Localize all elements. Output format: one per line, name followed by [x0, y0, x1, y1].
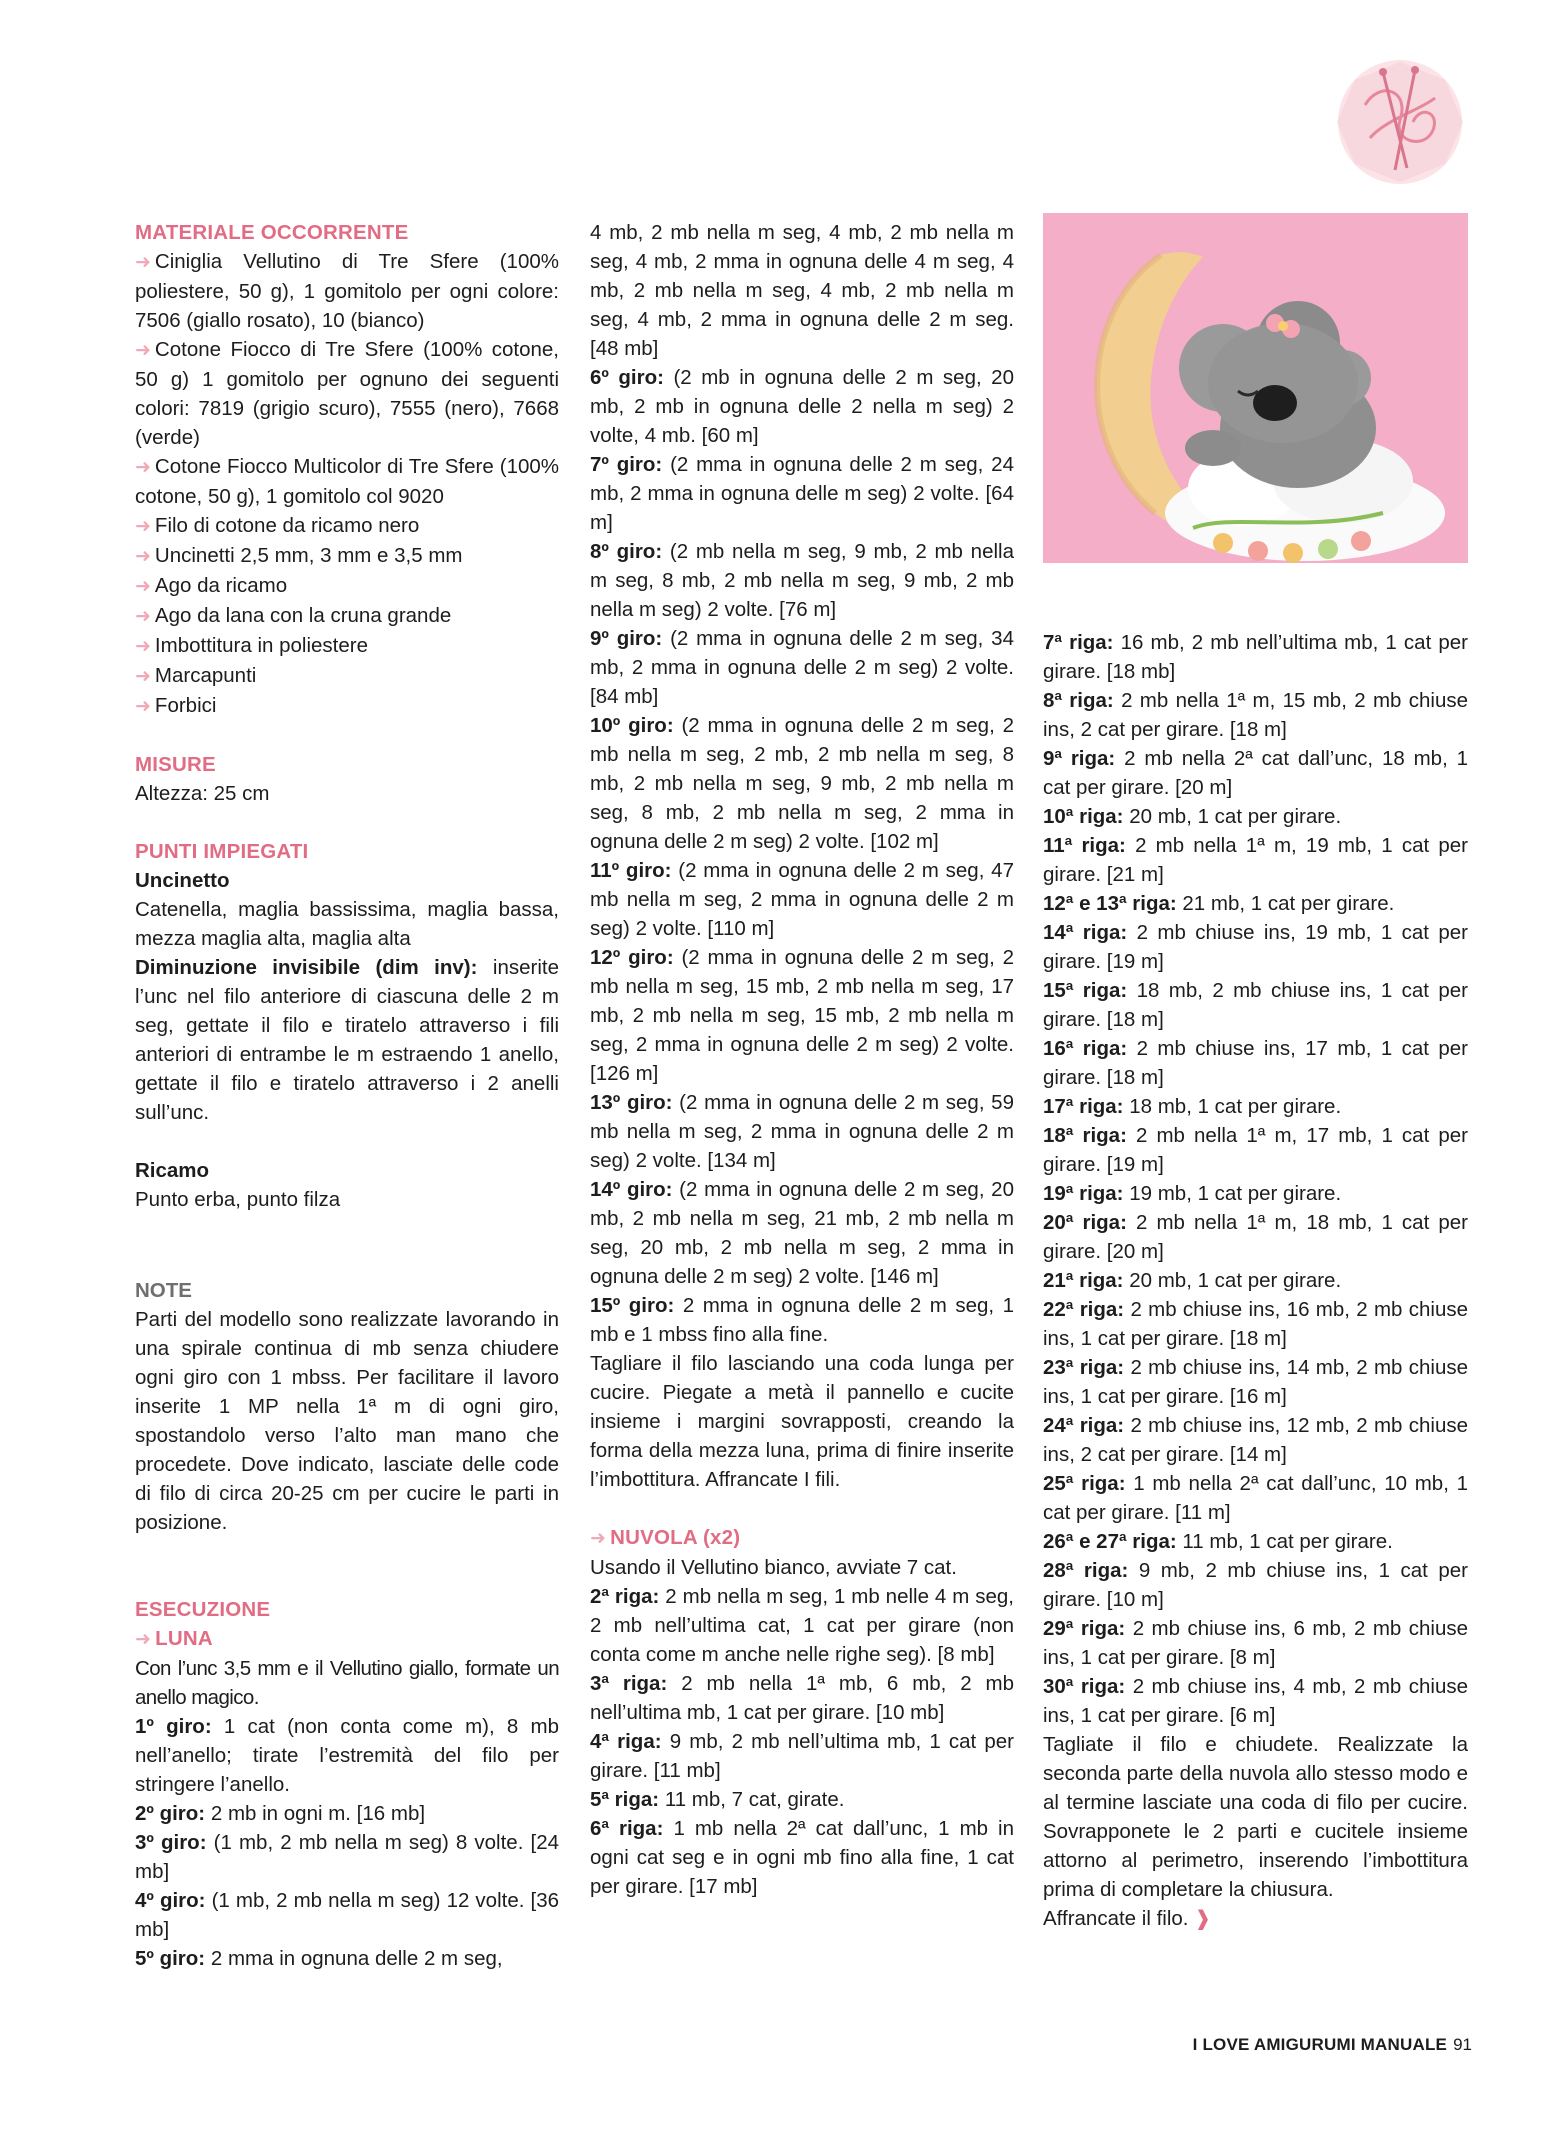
round-label: 12º giro:	[590, 946, 674, 969]
arrow-icon: ➜	[135, 457, 151, 478]
arrow-icon: ➜	[135, 546, 151, 567]
row-instruction	[590, 1582, 1014, 1669]
row-label: 11ª riga:	[1043, 834, 1126, 857]
row-text: 20 mb, 1 cat per girare.	[1129, 1269, 1342, 1292]
round-instruction	[590, 1291, 1014, 1349]
row-text: 1 mb nella 2ª cat dall’unc, 1 mb in ogni cat seg e in ogni mb fino alla fine, 1 cat per girare. [17 mb]	[590, 1817, 1015, 1898]
row-text: 2 mb nella 1ª m, 17 mb, 1 cat per girare. [19 m]	[1043, 1124, 1468, 1176]
row-label: 7ª riga:	[1043, 631, 1114, 654]
material-item: ➜ Uncinetti 2,5 mm, 3 mm e 3,5 mm	[135, 544, 463, 567]
row-label: 28ª riga:	[1043, 1559, 1129, 1582]
row-instruction	[1043, 1411, 1468, 1469]
punti-heading: PUNTI IMPIEGATI	[135, 840, 309, 863]
row-text: 20 mb, 1 cat per girare.	[1129, 805, 1342, 828]
round-text: (2 mma in ognuna delle 2 m seg, 47 mb nella m seg, 2 mma in ognuna delle 2 m seg) 2 volte. [110 m]	[590, 859, 1014, 940]
round-label: 3º giro:	[135, 1831, 207, 1854]
arrow-icon: ➜	[590, 1528, 607, 1549]
row-text: 2 mb nella 1ª m, 19 mb, 1 cat per girare. [21 m]	[1043, 834, 1468, 886]
round-instruction	[135, 1944, 559, 1973]
round-label: 7º giro:	[590, 453, 663, 476]
round-label: 10º giro:	[590, 714, 674, 737]
row-label: 25ª riga:	[1043, 1472, 1126, 1495]
materials-list	[135, 247, 559, 721]
material-item: ➜ Imbottitura in poliestere	[135, 634, 368, 657]
row-text: 2 mb chiuse ins, 16 mb, 2 mb chiuse ins, 1 cat per girare. [18 m]	[1043, 1298, 1469, 1350]
ricamo-text: Punto erba, punto filza	[135, 1188, 341, 1211]
crochet-logo	[1325, 50, 1475, 190]
round-label: 4º giro:	[135, 1889, 206, 1912]
row-text: 2 mb nella 1ª m, 18 mb, 1 cat per girare. [20 m]	[1043, 1211, 1468, 1263]
row-text: 2 mb chiuse ins, 14 mb, 2 mb chiuse ins, 1 cat per girare. [16 m]	[1043, 1356, 1469, 1408]
luna-intro: Con l’unc 3,5 mm e il Vellutino giallo, formate un anello magico.	[135, 1657, 559, 1709]
material-item: ➜ Ago da lana con la cruna grande	[135, 604, 452, 627]
row-label: 19ª riga:	[1043, 1182, 1124, 1205]
row-label: 4ª riga:	[590, 1730, 662, 1753]
round-instruction	[590, 624, 1014, 711]
row-instruction	[1043, 628, 1468, 686]
column-right	[1043, 628, 1468, 1933]
row-instruction	[1043, 1266, 1468, 1295]
nuvola-rows-list	[590, 1582, 1014, 1901]
row-instruction	[1043, 1208, 1468, 1266]
row-instruction	[1043, 1353, 1468, 1411]
row-label: 14ª riga:	[1043, 921, 1128, 944]
row-text: 2 mb chiuse ins, 6 mb, 2 mb chiuse ins, 1 cat per girare. [8 m]	[1043, 1617, 1468, 1669]
round-label: 1º giro:	[135, 1715, 212, 1738]
material-item: ➜ Filo di cotone da ricamo nero	[135, 514, 420, 537]
amigurumi-photo	[1043, 213, 1468, 563]
row-text: 11 mb, 7 cat, girate.	[664, 1788, 845, 1811]
row-label: 29ª riga:	[1043, 1617, 1126, 1640]
row-label: 9ª riga:	[1043, 747, 1116, 770]
round-5-continuation: 4 mb, 2 mb nella m seg, 4 mb, 2 mb nella m seg, 4 mb, 2 mma in ognuna delle 4 m seg, 4 mb, 2 mb nella m seg, 4 mb, 2 mb nella m seg, 4 mb, 2 mma in ognuna delle 2 m seg. [48 mb]	[590, 221, 1014, 360]
page-footer	[1060, 2035, 1472, 2055]
round-instruction	[135, 1712, 559, 1799]
round-instruction	[590, 450, 1014, 537]
row-label: 30ª riga:	[1043, 1675, 1126, 1698]
row-label: 26ª e 27ª riga:	[1043, 1530, 1177, 1553]
round-instruction	[590, 1088, 1014, 1175]
row-instruction	[590, 1785, 1014, 1814]
material-item: ➜ Cotone Fiocco Multicolor di Tre Sfere (100% cotone, 50 g), 1 gomitolo col 9020	[135, 455, 559, 508]
material-item: ➜ Ciniglia Vellutino di Tre Sfere (100% poliestere, 50 g), 1 gomitolo per ogni colore: 7506 (giallo rosato), 10 (bianco)	[135, 250, 559, 332]
nuvola-heading: ➜ NUVOLA (x2)	[590, 1526, 741, 1549]
round-label: 6º giro:	[590, 366, 664, 389]
arrow-icon: ➜	[135, 666, 151, 687]
row-label: 10ª riga:	[1043, 805, 1124, 828]
row-instruction	[1043, 1179, 1468, 1208]
round-instruction	[590, 943, 1014, 1088]
row-label: 20ª riga:	[1043, 1211, 1127, 1234]
row-text: 2 mb chiuse ins, 19 mb, 1 cat per girare. [19 m]	[1043, 921, 1468, 973]
arrow-icon: ➜	[135, 696, 151, 717]
row-label: 3ª riga:	[590, 1672, 668, 1695]
row-instruction	[1043, 802, 1468, 831]
round-instruction	[135, 1828, 559, 1886]
row-instruction	[1043, 686, 1468, 744]
row-instruction	[1043, 1556, 1468, 1614]
round-label: 8º giro:	[590, 540, 663, 563]
column-left	[135, 218, 559, 1973]
misure-text: Altezza: 25 cm	[135, 782, 270, 805]
arrow-icon: ➜	[135, 252, 151, 273]
round-instruction	[590, 363, 1014, 450]
row-text: 2 mb chiuse ins, 12 mb, 2 mb chiuse ins, 2 cat per girare. [14 m]	[1043, 1414, 1469, 1466]
note-heading: NOTE	[135, 1279, 192, 1302]
nuvola-intro: Usando il Vellutino bianco, avviate 7 cat.	[590, 1556, 957, 1579]
round-label: 13º giro:	[590, 1091, 673, 1114]
row-label: 8ª riga:	[1043, 689, 1114, 712]
row-instruction	[590, 1727, 1014, 1785]
row-text: 21 mb, 1 cat per girare.	[1182, 892, 1395, 915]
dim-inv-paragraph	[135, 953, 559, 1127]
round-text: (1 mb, 2 mb nella m seg) 12 volte. [36 mb]	[135, 1889, 559, 1941]
round-instruction	[590, 856, 1014, 943]
material-item: ➜ Forbici	[135, 694, 217, 717]
round-instruction	[590, 711, 1014, 856]
row-text: 9 mb, 2 mb nell’ultima mb, 1 cat per girare. [11 mb]	[590, 1730, 1015, 1782]
row-instruction	[1043, 1527, 1468, 1556]
row-text: 2 mb chiuse ins, 4 mb, 2 mb chiuse ins, 1 cat per girare. [6 m]	[1043, 1675, 1468, 1727]
round-label: 14º giro:	[590, 1178, 673, 1201]
row-text: 2 mb nella 1ª mb, 6 mb, 2 mb nell’ultima mb, 1 cat per girare. [10 mb]	[590, 1672, 1015, 1724]
row-text: 11 mb, 1 cat per girare.	[1182, 1530, 1393, 1553]
arrow-icon: ➜	[135, 636, 151, 657]
row-instruction	[1043, 831, 1468, 889]
row-label: 15ª riga:	[1043, 979, 1128, 1002]
round-text: 2 mma in ognuna delle 2 m seg,	[210, 1947, 503, 1970]
round-text: (2 mma in ognuna delle 2 m seg, 34 mb, 2 mma in ognuna delle 2 m seg) 2 volte. [84 mb]	[590, 627, 1014, 708]
row-text: 19 mb, 1 cat per girare.	[1129, 1182, 1342, 1205]
row-label: 12ª e 13ª riga:	[1043, 892, 1177, 915]
uncinetto-subheading: Uncinetto	[135, 869, 230, 892]
nuvola-finish-text: Tagliate il filo e chiudete. Realizzate la seconda parte della nuvola allo stesso modo e al termine lasciate una coda di filo per cucire. Sovrapponete le 2 parti e cucitele insieme attorno al perimetro, inserendo l’imbottitura prima di completare la chiusura.	[1043, 1733, 1468, 1901]
arrow-icon: ➜	[135, 576, 151, 597]
material-item: ➜ Ago da ricamo	[135, 574, 288, 597]
round-text: (2 mb nella m seg, 9 mb, 2 mb nella m seg, 8 mb, 2 mb nella m seg, 9 mb, 2 mb nella m seg) 2 volte. [76 m]	[590, 540, 1014, 621]
round-text: (2 mma in ognuna delle 2 m seg, 20 mb, 2 mb nella m seg, 21 mb, 2 mb nella m seg, 20 mb, 2 mb nella m seg, 2 mma in ognuna delle 2 m seg) 2 volte. [146 m]	[590, 1178, 1014, 1288]
magazine-name: I LOVE AMIGURUMI MANUALE	[1192, 2035, 1448, 2054]
dim-inv-text: inserite l’unc nel filo anteriore di ciascuna delle 2 m seg, gettate il filo e tiratelo attraverso i fili anteriori di entrambe le m estraendo 1 anello, gettate il filo e tiratelo attraverso i 2 anelli sull’unc.	[135, 956, 560, 1124]
page-number: 91	[1453, 2035, 1472, 2054]
row-label: 5ª riga:	[590, 1788, 660, 1811]
round-text: (1 mb, 2 mb nella m seg) 8 volte. [24 mb]	[135, 1831, 559, 1883]
row-instruction	[1043, 1469, 1468, 1527]
row-label: 23ª riga:	[1043, 1356, 1125, 1379]
dim-inv-label: Diminuzione invisibile (dim inv):	[135, 956, 478, 979]
round-text: (2 mb in ognuna delle 2 m seg, 20 mb, 2 mb in ognuna delle 2 nella m seg) 2 volte, 4 mb. [60 m]	[590, 366, 1014, 447]
row-instruction	[590, 1814, 1014, 1901]
round-instruction	[135, 1886, 559, 1944]
material-item: ➜ Cotone Fiocco di Tre Sfere (100% cotone, 50 g) 1 gomitolo per ognuno dei seguenti colori: 7819 (grigio scuro), 7555 (nero), 7668 (verde)	[135, 338, 559, 449]
row-instruction	[1043, 744, 1468, 802]
row-text: 18 mb, 1 cat per girare.	[1129, 1095, 1342, 1118]
note-text: Parti del modello sono realizzate lavorando in una spirale continua di mb senza chiudere ogni giro con 1 mbss. Per facilitare il lavoro inserite 1 MP nella 1ª m di ogni giro, spostandolo verso l’alto man mano che procedete. Dove indicato, lasciate delle code di filo di circa 20-25 cm per cucire le parti in posizione.	[135, 1308, 559, 1534]
round-text: (2 mma in ognuna delle 2 m seg, 2 mb nella m seg, 15 mb, 2 mb nella m seg, 17 mb, 2 mb nella m seg, 15 mb, 2 mb nella m seg, 2 mma in ognuna delle 2 m seg) 2 volte. [126 m]	[590, 946, 1014, 1085]
round-label: 11º giro:	[590, 859, 672, 882]
round-instruction	[590, 1175, 1014, 1291]
row-text: 1 mb nella 2ª cat dall’unc, 10 mb, 1 cat per girare. [11 m]	[1043, 1472, 1469, 1524]
row-label: 16ª riga:	[1043, 1037, 1128, 1060]
row-text: 2 mb chiuse ins, 17 mb, 1 cat per girare. [18 m]	[1043, 1037, 1468, 1089]
material-item: ➜ Marcapunti	[135, 664, 257, 687]
row-instruction	[1043, 1034, 1468, 1092]
row-instruction	[590, 1669, 1014, 1727]
esecuzione-heading: ESECUZIONE	[135, 1598, 271, 1621]
arrow-icon: ➜	[135, 340, 151, 361]
row-text: 16 mb, 2 mb nell’ultima mb, 1 cat per girare. [18 mb]	[1043, 631, 1468, 683]
luna-rounds-list	[135, 1712, 559, 1973]
row-instruction	[1043, 1295, 1468, 1353]
row-instruction	[1043, 918, 1468, 976]
row-instruction	[1043, 976, 1468, 1034]
row-instruction	[1043, 1092, 1468, 1121]
row-label: 6ª riga:	[590, 1817, 664, 1840]
round-text: (2 mma in ognuna delle 2 m seg, 2 mb nella m seg, 2 mb, 2 mb nella m seg, 8 mb, 2 mb nella m seg, 9 mb, 2 mb nella m seg, 8 mb, 2 mb nella m seg, 2 mma in ognuna delle 2 m seg) 2 volte. [102 m]	[590, 714, 1014, 853]
uncinetto-text: Catenella, maglia bassissima, maglia bassa, mezza maglia alta, maglia alta	[135, 898, 559, 950]
ricamo-subheading: Ricamo	[135, 1159, 210, 1182]
nuvola-rows-list-cont	[1043, 628, 1468, 1730]
luna-finish-text: Tagliare il filo lasciando una coda lunga per cucire. Piegate a metà il pannello e cucite insieme i margini sovrapposti, creando la forma della mezza luna, prima di finire inserite l’imbottitura. Affrancate I fili.	[590, 1352, 1014, 1491]
row-text: 18 mb, 2 mb chiuse ins, 1 cat per girare. [18 m]	[1043, 979, 1468, 1031]
row-instruction	[1043, 1672, 1468, 1730]
round-instruction	[590, 537, 1014, 624]
row-instruction	[1043, 1614, 1468, 1672]
row-label: 22ª riga:	[1043, 1298, 1125, 1321]
row-label: 21ª riga:	[1043, 1269, 1124, 1292]
round-text: 1 cat (non conta come m), 8 mb nell’anello; tirate l’estremità del filo per stringere l’anello.	[135, 1715, 559, 1796]
row-text: 2 mb nella 2ª cat dall’unc, 18 mb, 1 cat per girare. [20 m]	[1043, 747, 1469, 799]
row-label: 17ª riga:	[1043, 1095, 1124, 1118]
round-label: 2º giro:	[135, 1802, 206, 1825]
row-text: 2 mb nella m seg, 1 mb nelle 4 m seg, 2 mb nell’ultima cat, 1 cat per girare (non conta come m anche nelle righe seg). [8 mb]	[590, 1585, 1014, 1666]
row-text: 9 mb, 2 mb chiuse ins, 1 cat per girare. [10 m]	[1043, 1559, 1469, 1611]
row-label: 2ª riga:	[590, 1585, 660, 1608]
row-text: 2 mb nella 1ª m, 15 mb, 2 mb chiuse ins, 2 cat per girare. [18 m]	[1043, 689, 1468, 741]
row-instruction	[1043, 889, 1468, 918]
luna-heading: ➜ LUNA	[135, 1627, 213, 1650]
round-text: (2 mma in ognuna delle 2 m seg, 59 mb nella m seg, 2 mma in ognuna delle 2 m seg) 2 volte. [134 m]	[590, 1091, 1014, 1172]
materiale-heading: MATERIALE OCCORRENTE	[135, 221, 409, 244]
luna-rounds-list-cont	[590, 363, 1014, 1349]
arrow-icon: ➜	[135, 1629, 152, 1650]
round-label: 5º giro:	[135, 1947, 206, 1970]
round-text: 2 mma in ognuna delle 2 m seg, 1 mb e 1 mbss fino alla fine.	[590, 1294, 1014, 1346]
misure-heading: MISURE	[135, 753, 216, 776]
round-label: 9º giro:	[590, 627, 663, 650]
end-mark-icon: ❱	[1188, 1907, 1212, 1930]
round-text: 2 mb in ogni m. [16 mb]	[210, 1802, 426, 1825]
round-label: 15º giro:	[590, 1294, 675, 1317]
row-label: 24ª riga:	[1043, 1414, 1125, 1437]
round-text: (2 mma in ognuna delle 2 m seg, 24 mb, 2 mma in ognuna delle m seg) 2 volte. [64 m]	[590, 453, 1014, 534]
arrow-icon: ➜	[135, 516, 151, 537]
row-label: 18ª riga:	[1043, 1124, 1127, 1147]
row-instruction	[1043, 1121, 1468, 1179]
round-instruction	[135, 1799, 559, 1828]
nuvola-last-line: Affrancate il filo. ❱	[1043, 1907, 1212, 1930]
arrow-icon: ➜	[135, 606, 151, 627]
column-middle	[590, 218, 1014, 1901]
